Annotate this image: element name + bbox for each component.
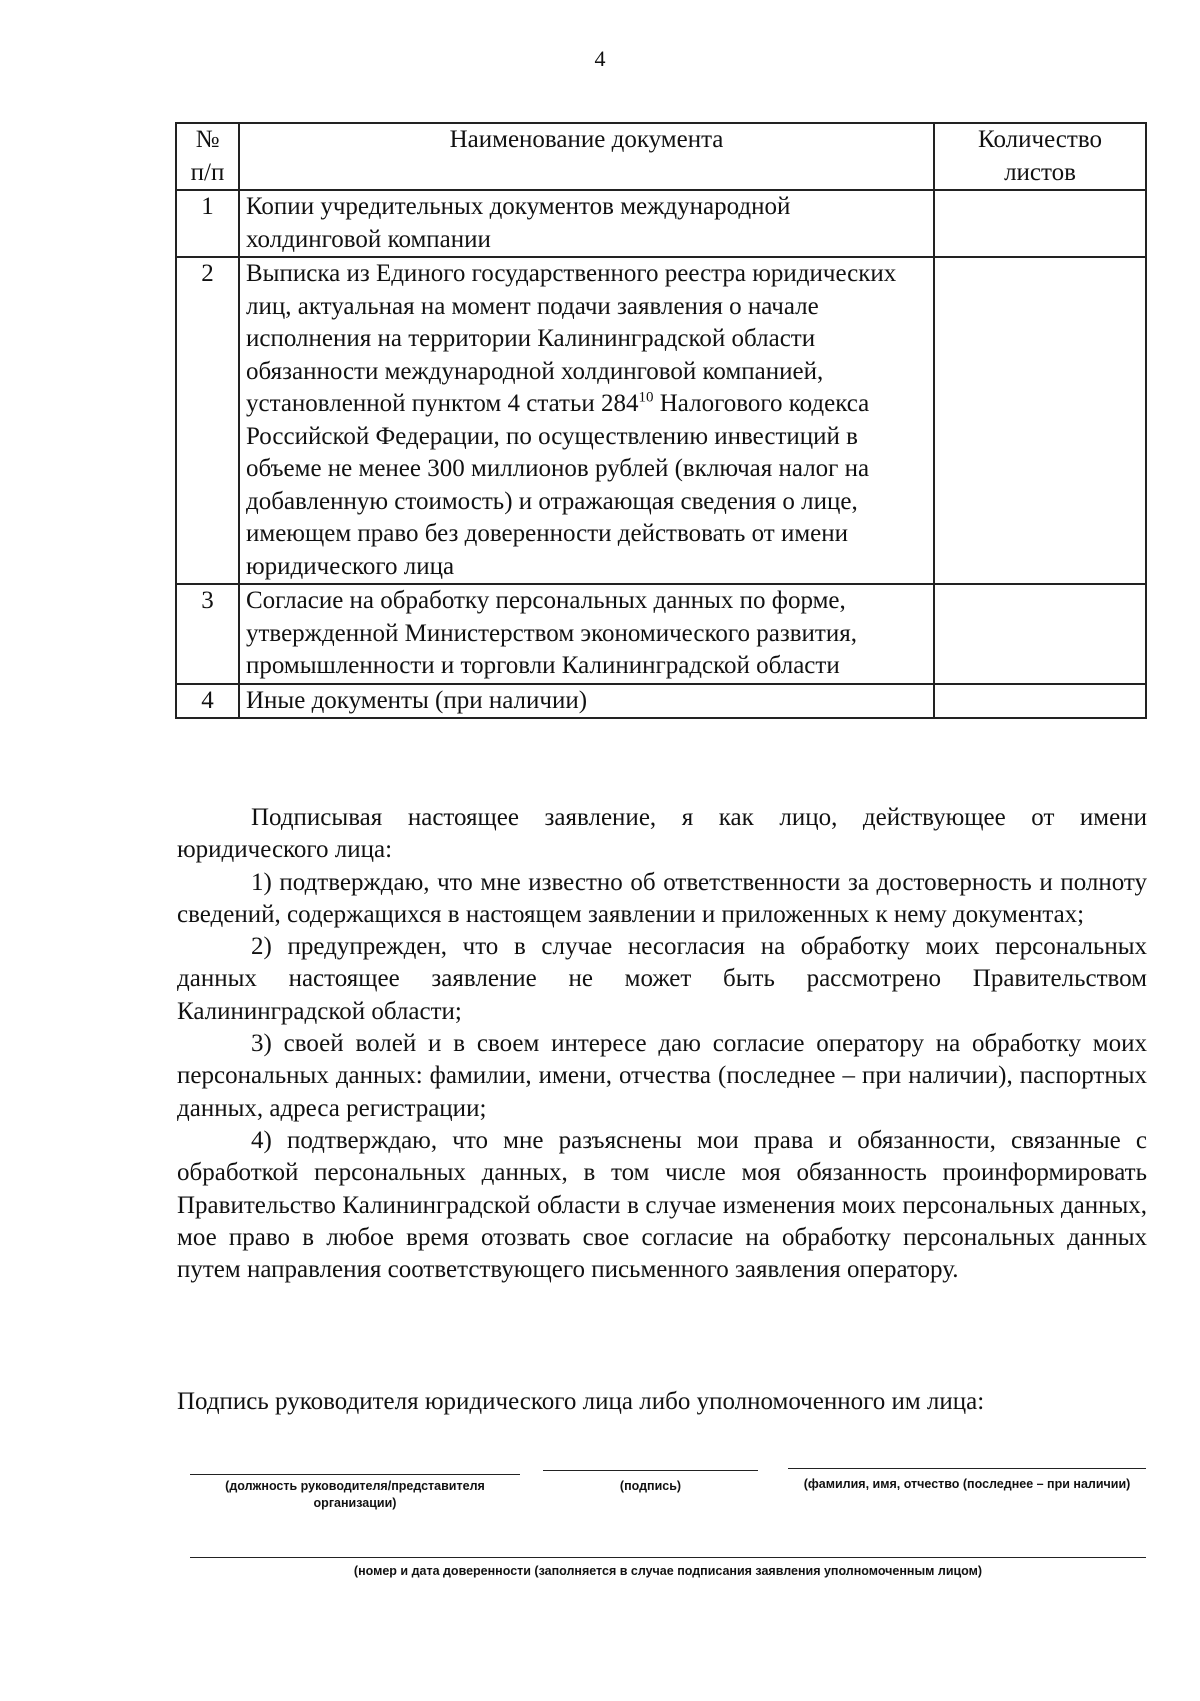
table-row xyxy=(176,257,1146,584)
page-number: 4 xyxy=(594,46,606,71)
row-number: 2 xyxy=(176,257,239,584)
signature-caption: (подпись) xyxy=(619,1479,682,1493)
row-number: 4 xyxy=(176,684,239,719)
row-name-part: Налогового кодекса Российской Федерации, по осуществлению инвестиций в объеме не менее 300 миллионов рублей (включая налог на добавленную стоимость) и отражающая сведения о лице, имеющем право без доверенности действовать от имени юридического лица xyxy=(246,390,870,580)
table-row xyxy=(176,584,1146,684)
power-of-attorney-caption: (номер и дата доверенности (заполняется в случае подписания заявления уполномоченным лицом) xyxy=(353,1564,983,1578)
row-document-name: Иные документы (при наличии) xyxy=(239,684,934,719)
documents-table xyxy=(175,122,1147,719)
statement-intro: Подписывая настоящее заявление, я как лицо, действующее от имени юридического лица: xyxy=(177,804,1147,864)
table-row xyxy=(176,684,1146,719)
signature-title: Подпись руководителя юридического лица либо уполномоченного им лица: xyxy=(177,1388,985,1415)
table-row xyxy=(176,190,1146,257)
signature-line[interactable] xyxy=(543,1470,758,1471)
table-header-row xyxy=(176,123,1146,190)
power-of-attorney-line[interactable] xyxy=(190,1557,1146,1558)
position-caption: (должность руководителя/представителя организации) xyxy=(225,1479,485,1510)
full-name-caption: (фамилия, имя, отчество (последнее – при наличии) xyxy=(803,1477,1131,1491)
statement-item: 4) подтверждаю, что мне разъяснены мои права и обязанности, связанные с обработкой персональных данных, в том числе моя обязанность проинформировать Правительство Калининградской области в случае изменения моих персональных данных, мое право в любое время отозвать свое согласие на обработку персональных данных путем направления соответствующего письменного заявления оператору. xyxy=(177,1126,1147,1284)
row-document-name: Копии учредительных документов международной холдинговой компании xyxy=(239,190,934,257)
full-name-line[interactable] xyxy=(788,1468,1146,1469)
header-number: № п/п xyxy=(176,123,239,190)
row-number: 3 xyxy=(176,584,239,684)
statement-item: 2) предупрежден, что в случае несогласия на обработку моих персональных данных настоящее заявление не может быть рассмотрено Правительством Калининградской области; xyxy=(177,933,1147,1025)
article-superscript: 10 xyxy=(638,389,654,406)
row-quantity[interactable] xyxy=(934,684,1146,719)
row-document-name: Согласие на обработку персональных данных по форме, утвержденной Министерством экономического развития, промышленности и торговли Калининградской области xyxy=(239,584,934,684)
row-quantity[interactable] xyxy=(934,584,1146,684)
row-document-name xyxy=(239,257,934,584)
header-quantity: Количество листов xyxy=(934,123,1146,190)
position-line[interactable] xyxy=(190,1474,520,1475)
row-name-part: Выписка из Единого государственного реестра юридических лиц, актуальная на момент подачи заявления о начале исполнения на территории Калининградской области обязанности международной холдинговой компанией, установленной пунктом 4 статьи 284 xyxy=(246,260,897,417)
statement-item: 3) своей волей и в своем интересе даю согласие оператору на обработку моих персональных данных: фамилии, имени, отчества (последнее – при наличии), паспортных данных, адреса регистрации; xyxy=(177,1030,1147,1122)
header-document-name: Наименование документа xyxy=(239,123,934,190)
statement-item: 1) подтверждаю, что мне известно об ответственности за достоверность и полноту сведений, содержащихся в настоящем заявлении и приложенных к нему документах; xyxy=(177,868,1147,928)
row-quantity[interactable] xyxy=(934,190,1146,257)
row-number: 1 xyxy=(176,190,239,257)
row-quantity[interactable] xyxy=(934,257,1146,584)
statement-text xyxy=(177,802,1147,1286)
